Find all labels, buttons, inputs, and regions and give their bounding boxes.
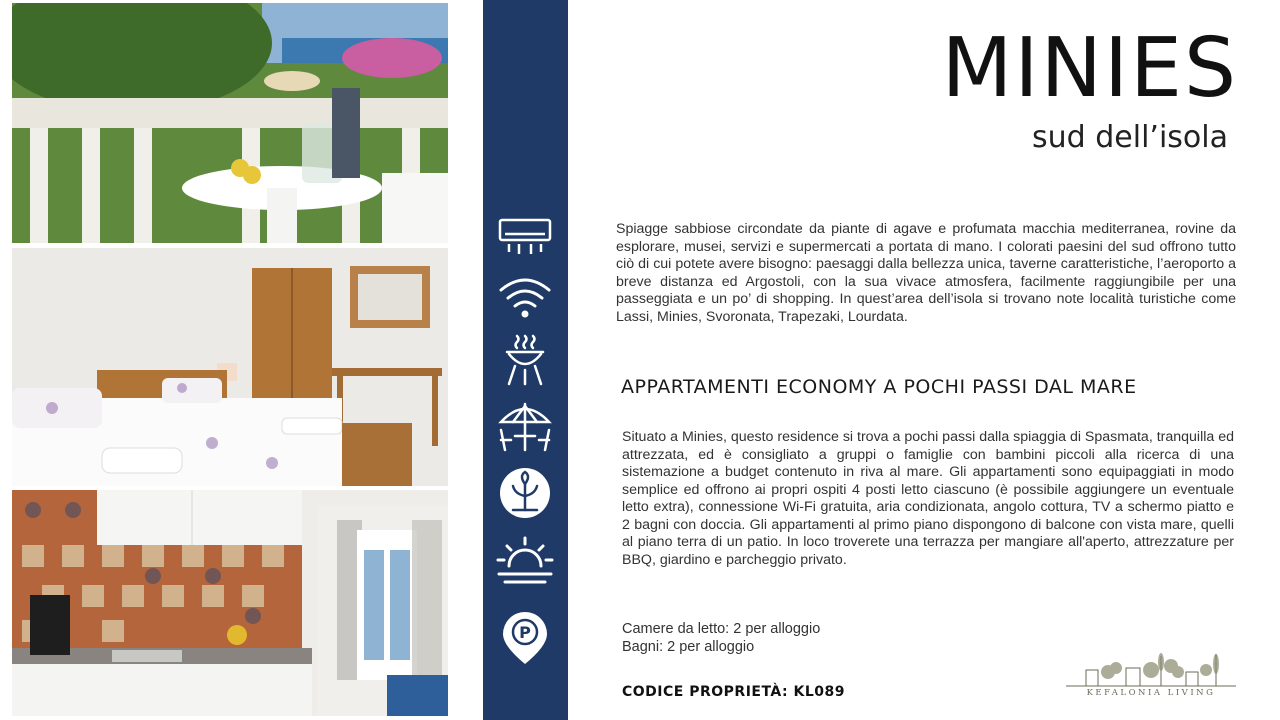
kefalonia-living-logo [1066,652,1236,702]
bbq-grill-icon [495,332,555,386]
garden-icon [495,466,555,520]
balcony-photo [12,3,448,243]
parking-icon [495,610,555,664]
amenity-sidebar [483,0,568,720]
logo-text: KEFALONIA LIVING [1086,688,1216,698]
svg-text:P: P [519,623,531,642]
area-description: Spiagge sabbiose circondate da piante di agave e profumata macchia mediterranea, rovine da esplorare, musei, servizi e supermercati a portata di mano. I colorati paesini del sud offrono tutto ciò di cui potete avere bisogno: paesaggi dalla bellezza unica, taverne caratteristiche, l’aeroporto a breve distanza ed Argostoli, con la sua vivace atmosfera, facilmente raggiungibile per una passeggiata e un po’ di shopping. In quest’area dell’isola si trovano note località turistiche come Lassi, Minies, Svoronata, Trapezaki, Lourdata. [616,221,1236,325]
air-conditioner-icon [495,208,555,262]
bedrooms-info: Camere da letto: 2 per alloggio [622,621,821,637]
kitchen-photo [12,490,448,716]
page-title: MINIES [941,21,1238,116]
section-heading: APPARTAMENTI ECONOMY A POCHI PASSI DAL MARE [621,376,1137,398]
page-subtitle: sud dell’isola [1032,120,1228,155]
property-code: CODICE PROPRIETÀ: KL089 [622,684,845,700]
bathrooms-info: Bagni: 2 per alloggio [622,639,755,655]
sea-sunset-icon [495,536,555,590]
terrace-umbrella-icon [495,400,555,454]
wifi-icon [495,270,555,324]
property-description: Situato a Minies, questo residence si trova a pochi passi dalla spiaggia di Spasmata, tranquilla ed attrezzata, ed è consigliato a gruppi o famiglie con bambini piccoli alla ricerca di una sistemazione a budget contenuto in riva al mare. Gli appartamenti sono equipaggiati in modo semplice ed offrono ai propri ospiti 4 posti letto ciascuno (è possibile aggiungere un eventuale letto extra), connessione Wi-Fi gratuita, aria condizionata, angolo cottura, TV a schermo piatto e 2 bagni con doccia. Gli appartamenti al primo piano dispongono di balcone con vista mare, quelli al piano terra di un patio. In loco troverete una terrazza per mangiare all'aperto, attrezzature per BBQ, giardino e parcheggio privato. [622,429,1234,568]
bedroom-photo [12,248,448,486]
